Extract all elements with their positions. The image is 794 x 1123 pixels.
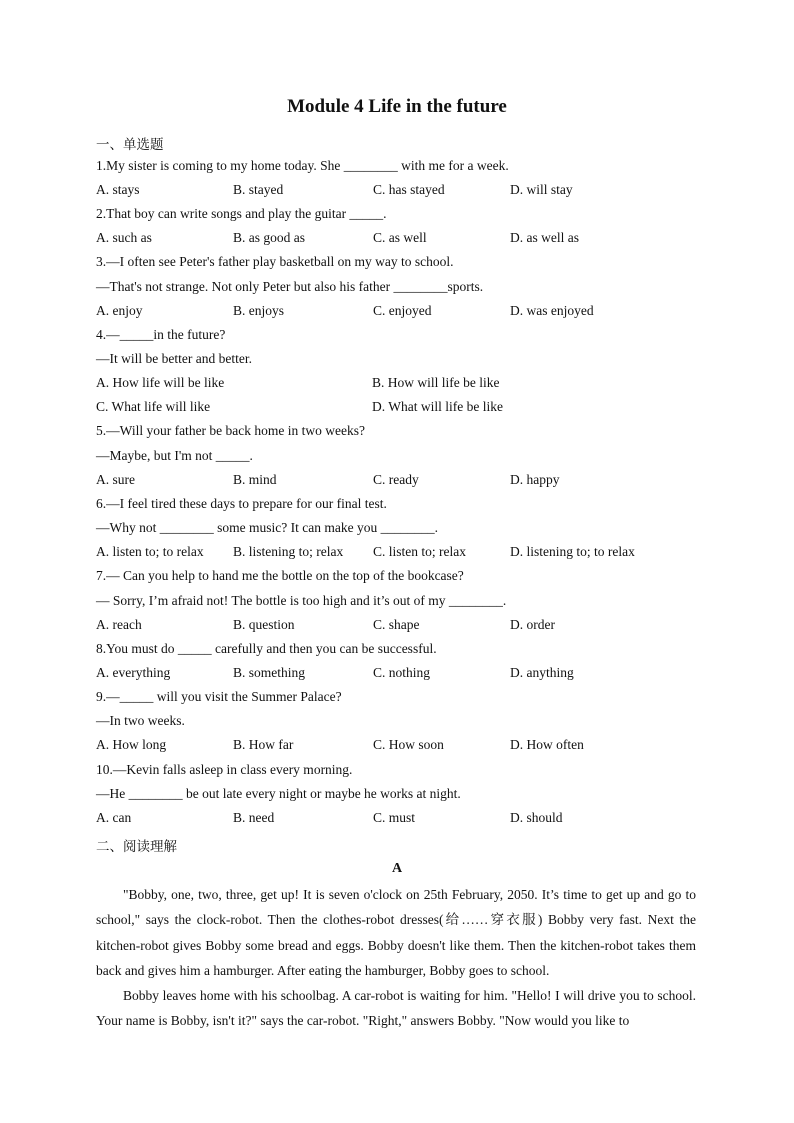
option-a[interactable]: A. listen to; to relax — [96, 544, 204, 559]
option-b[interactable]: B. stayed — [233, 182, 284, 197]
option-c[interactable]: C. nothing — [373, 665, 431, 680]
question-2-options — [96, 230, 716, 248]
question-3-stem: 3.—I often see Peter's father play basketball on my way to school. — [96, 254, 454, 269]
question-9-stem-line-2: —In two weeks. — [96, 713, 185, 728]
question-1-options — [96, 182, 716, 200]
option-a[interactable]: A. How long — [96, 737, 167, 752]
option-d[interactable]: D. as well as — [510, 230, 579, 245]
option-b[interactable]: B. How will life be like — [372, 375, 500, 390]
option-b[interactable]: B. mind — [233, 472, 277, 487]
question-4-options-row-1 — [96, 375, 716, 393]
passage-paragraph-1: "Bobby, one, two, three, get up! It is seven o'clock on 25th February, 2050. It’s time to get up and go to school," says the clock-robot. Then the clothes-robot dresses(给……穿衣服) Bobby very fast. Next the kitchen-robot gives Bobby some bread and eggs. Bobby doesn't like them. Then the kitchen-robot takes them back and gives him a hamburger. After eating the hamburger, Bobby goes to school. — [96, 887, 696, 978]
question-10-stem-line-2: —He ________ be out late every night or maybe he works at night. — [96, 786, 461, 801]
option-c[interactable]: C. What life will like — [96, 399, 211, 414]
option-b[interactable]: B. need — [233, 810, 275, 825]
option-b[interactable]: B. How far — [233, 737, 294, 752]
option-d[interactable]: D. listening to; to relax — [510, 544, 635, 559]
question-9-stem: 9.—_____ will you visit the Summer Palace? — [96, 689, 342, 704]
option-d[interactable]: D. How often — [510, 737, 584, 752]
option-a[interactable]: A. How life will be like — [96, 375, 225, 390]
option-d[interactable]: D. should — [510, 810, 563, 825]
question-3-options — [96, 303, 716, 321]
option-b[interactable]: B. question — [233, 617, 295, 632]
option-a[interactable]: A. can — [96, 810, 132, 825]
question-4-options-row-2 — [96, 399, 716, 417]
option-b[interactable]: B. something — [233, 665, 306, 680]
option-b[interactable]: B. as good as — [233, 230, 305, 245]
section-heading-single-choice: 一、单选题 — [96, 137, 164, 153]
option-a[interactable]: A. reach — [96, 617, 142, 632]
question-8-stem: 8.You must do _____ carefully and then you can be successful. — [96, 641, 437, 656]
question-4-stem: 4.—_____in the future? — [96, 327, 226, 342]
option-a[interactable]: A. stays — [96, 182, 140, 197]
option-c[interactable]: C. must — [373, 810, 416, 825]
question-10-options — [96, 810, 716, 828]
option-d[interactable]: D. happy — [510, 472, 560, 487]
option-b[interactable]: B. enjoys — [233, 303, 285, 318]
question-5-stem: 5.—Will your father be back home in two weeks? — [96, 423, 365, 438]
option-d[interactable]: D. order — [510, 617, 555, 632]
option-a[interactable]: A. enjoy — [96, 303, 143, 318]
option-a[interactable]: A. everything — [96, 665, 171, 680]
option-c[interactable]: C. How soon — [373, 737, 444, 752]
passage-title: A — [391, 861, 403, 876]
option-d[interactable]: D. was enjoyed — [510, 303, 594, 318]
option-b[interactable]: B. listening to; relax — [233, 544, 344, 559]
question-3-stem-line-2: —That's not strange. Not only Peter but also his father ________sports. — [96, 279, 484, 294]
section-heading-reading: 二、阅读理解 — [96, 839, 177, 855]
question-7-stem: 7.— Can you help to hand me the bottle on the top of the bookcase? — [96, 568, 464, 583]
option-d[interactable]: D. anything — [510, 665, 574, 680]
option-c[interactable]: C. shape — [373, 617, 420, 632]
question-4-stem-line-2: —It will be better and better. — [96, 351, 252, 366]
passage-paragraph-2: Bobby leaves home with his schoolbag. A car-robot is waiting for him. "Hello! I will drive you to school. Your name is Bobby, isn't it?" says the car-robot. "Right," answers Bobby. "Now would you like to — [96, 988, 696, 1029]
option-a[interactable]: A. sure — [96, 472, 135, 487]
option-c[interactable]: C. has stayed — [373, 182, 445, 197]
question-8-options — [96, 665, 716, 683]
option-a[interactable]: A. such as — [96, 230, 152, 245]
option-d[interactable]: D. What will life be like — [372, 399, 503, 414]
option-c[interactable]: C. ready — [373, 472, 419, 487]
question-1-stem: 1.My sister is coming to my home today. She ________ with me for a week. — [96, 158, 509, 173]
question-6-options — [96, 544, 716, 562]
question-5-options — [96, 472, 716, 490]
page-title: Module 4 Life in the future — [287, 96, 507, 117]
question-7-stem-line-2: — Sorry, I’m afraid not! The bottle is too high and it’s out of my ________. — [96, 593, 507, 608]
option-c[interactable]: C. as well — [373, 230, 427, 245]
question-9-options — [96, 737, 716, 755]
question-2-stem: 2.That boy can write songs and play the guitar _____. — [96, 206, 387, 221]
question-10-stem: 10.—Kevin falls asleep in class every morning. — [96, 762, 353, 777]
question-6-stem: 6.—I feel tired these days to prepare for our final test. — [96, 496, 387, 511]
option-c[interactable]: C. enjoyed — [373, 303, 432, 318]
question-6-stem-line-2: —Why not ________ some music? It can make you ________. — [96, 520, 438, 535]
question-7-options — [96, 617, 716, 635]
option-c[interactable]: C. listen to; relax — [373, 544, 466, 559]
question-5-stem-line-2: —Maybe, but I'm not _____. — [96, 448, 253, 463]
option-d[interactable]: D. will stay — [510, 182, 573, 197]
